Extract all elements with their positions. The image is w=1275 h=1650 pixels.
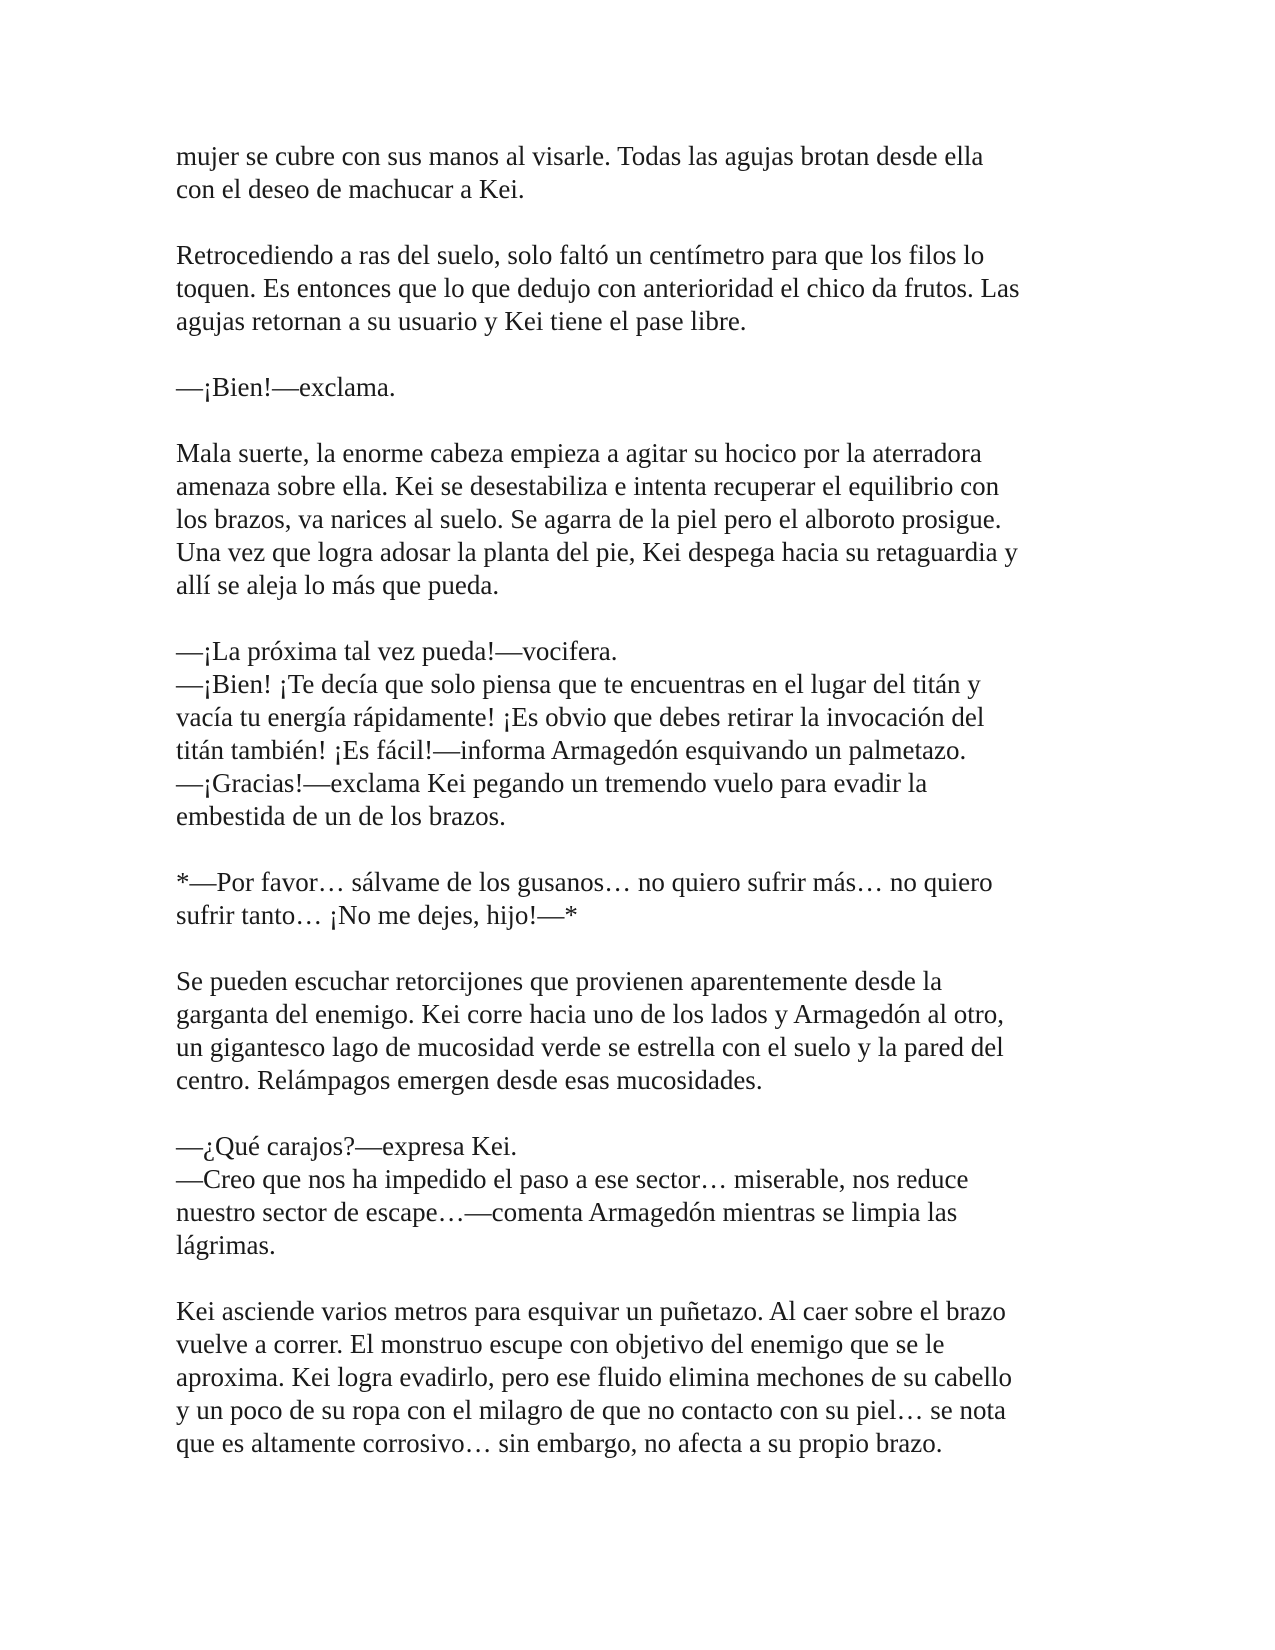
paragraph [176,239,1096,338]
text-line: que es altamente corrosivo… sin embargo, no afecta a su propio brazo. [176,1428,943,1458]
text-line: agujas retornan a su usuario y Kei tiene el pase libre. [176,306,747,336]
paragraph [176,140,1096,206]
paragraph [176,1295,1096,1460]
text-line: Una vez que logra adosar la planta del pie, Kei despega hacia su retaguardia y [176,537,1018,567]
text-line: sufrir tanto… ¡No me dejes, hijo!—* [176,900,578,930]
text-line: *—Por favor… sálvame de los gusanos… no quiero sufrir más… no quiero [176,867,993,897]
text-line: toquen. Es entonces que lo que dedujo con anterioridad el chico da frutos. Las [176,273,1020,303]
paragraph [176,635,1096,833]
text-line: —¡Bien!—exclama. [176,372,396,402]
text-line: Retrocediendo a ras del suelo, solo faltó un centímetro para que los filos lo [176,240,985,270]
text-line: —¡Gracias!—exclama Kei pegando un tremendo vuelo para evadir la [176,768,928,798]
text-line: los brazos, va narices al suelo. Se agarra de la piel pero el alboroto prosigue. [176,504,1002,534]
text-line: lágrimas. [176,1230,276,1260]
text-line: embestida de un de los brazos. [176,801,506,831]
text-line: Kei asciende varios metros para esquivar un puñetazo. Al caer sobre el brazo [176,1296,1006,1326]
text-line: aproxima. Kei logra evadirlo, pero ese fluido elimina mechones de su cabello [176,1362,1012,1392]
text-line: titán también! ¡Es fácil!—informa Armagedón esquivando un palmetazo. [176,735,967,765]
text-line: nuestro sector de escape…—comenta Armagedón mientras se limpia las [176,1197,958,1227]
text-line: —¿Qué carajos?—expresa Kei. [176,1131,518,1161]
text-line: centro. Relámpagos emergen desde esas mucosidades. [176,1065,763,1095]
paragraph [176,866,1096,932]
text-line: y un poco de su ropa con el milagro de que no contacto con su piel… se nota [176,1395,1007,1425]
paragraph [176,1130,1096,1262]
paragraph [176,437,1096,602]
text-line: amenaza sobre ella. Kei se desestabiliza e intenta recuperar el equilibrio con [176,471,1000,501]
text-line: —¡Bien! ¡Te decía que solo piensa que te encuentras en el lugar del titán y [176,669,981,699]
text-line: garganta del enemigo. Kei corre hacia uno de los lados y Armagedón al otro, [176,999,1004,1029]
text-line: vacía tu energía rápidamente! ¡Es obvio que debes retirar la invocación del [176,702,985,732]
text-line: Se pueden escuchar retorcijones que provienen aparentemente desde la [176,966,943,996]
text-line: mujer se cubre con sus manos al visarle. Todas las agujas brotan desde ella [176,141,984,171]
paragraph [176,371,1096,404]
text-line: —¡La próxima tal vez pueda!—vocifera. [176,636,618,666]
text-line: Mala suerte, la enorme cabeza empieza a agitar su hocico por la aterradora [176,438,982,468]
text-line: un gigantesco lago de mucosidad verde se estrella con el suelo y la pared del [176,1032,1004,1062]
text-line: vuelve a correr. El monstruo escupe con objetivo del enemigo que se le [176,1329,945,1359]
text-line: con el deseo de machucar a Kei. [176,174,525,204]
paragraph [176,965,1096,1097]
text-line: —Creo que nos ha impedido el paso a ese sector… miserable, nos reduce [176,1164,969,1194]
body-text [176,140,1096,1493]
text-line: allí se aleja lo más que pueda. [176,570,500,600]
